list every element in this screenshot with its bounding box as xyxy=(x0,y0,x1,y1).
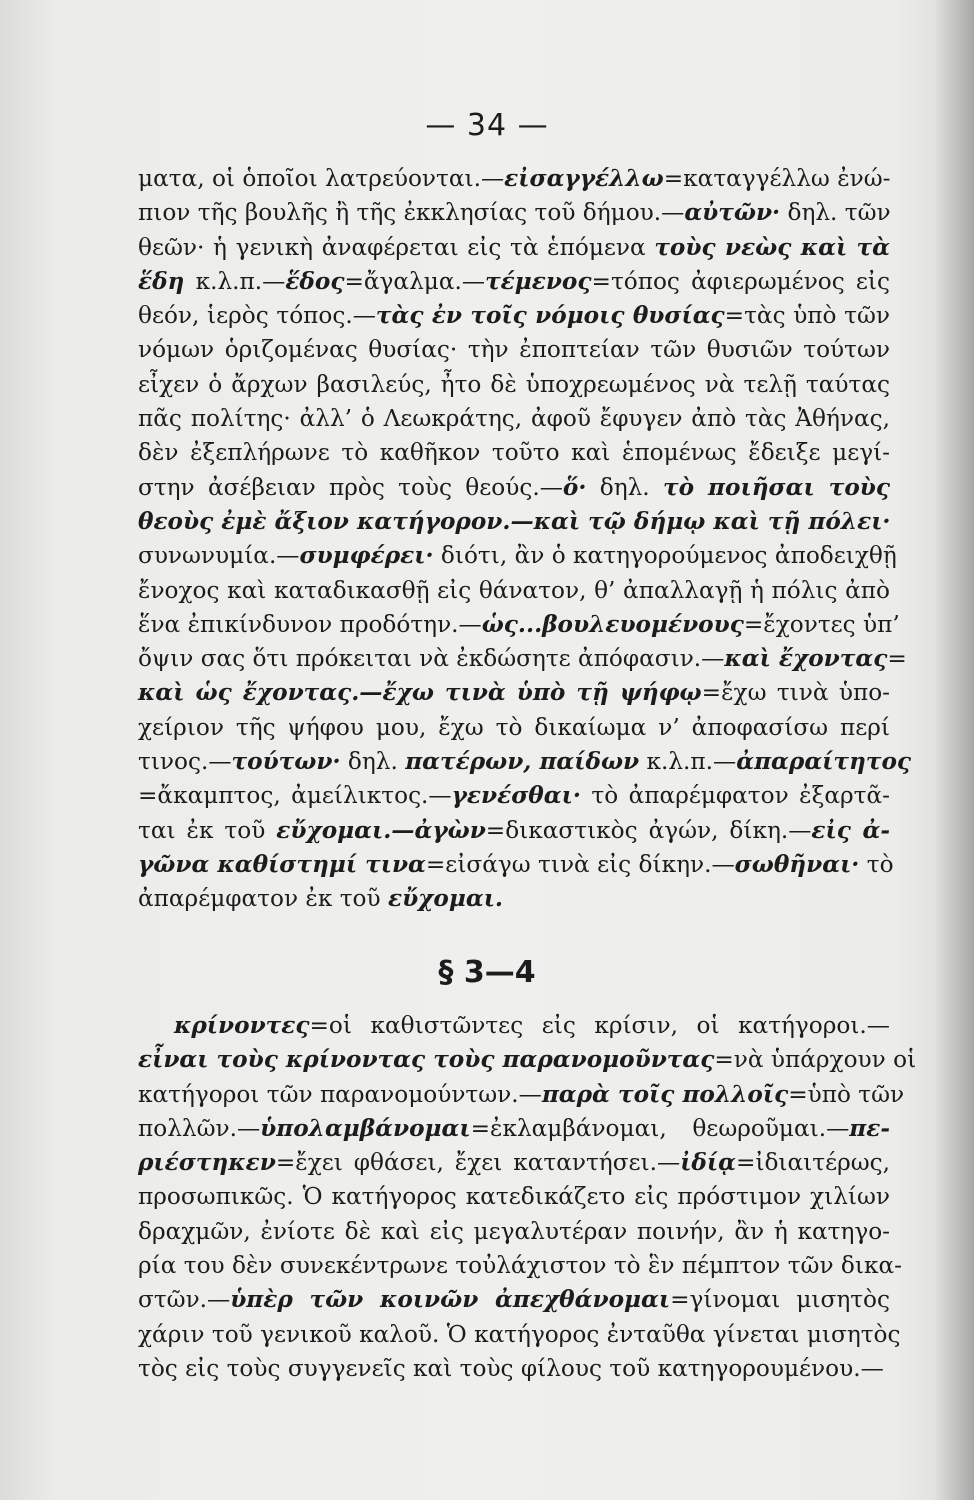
gloss-text: ὄψιν σας ὅτι πρόκειται νὰ ἐκδώσητε ἀπόφασιν.— xyxy=(138,645,725,673)
text-line xyxy=(138,608,900,642)
lemma-term: αὐτῶν· xyxy=(684,199,781,227)
text-line xyxy=(138,814,890,848)
lemma-term: πατέρων, παίδων xyxy=(405,748,640,776)
lemma-term: παρὰ τοῖς πολλοῖς xyxy=(541,1080,789,1108)
lemma-term: γῶνα καθίστημί τινα xyxy=(138,850,426,878)
text-line xyxy=(138,711,890,745)
text-line xyxy=(138,1146,890,1180)
gloss-text: =ἐκλαμβάνομαι, θεωροῦμαι.— xyxy=(470,1114,850,1142)
lemma-term: ἕδος xyxy=(285,267,345,295)
text-line xyxy=(138,1318,901,1352)
lemma-term: πε- xyxy=(849,1114,890,1142)
gloss-text: =τόπος ἀφιερωμένος εἰς xyxy=(591,267,890,295)
text-line xyxy=(138,196,890,230)
lemma-term: ὑπολαμβάνομαι xyxy=(260,1114,471,1142)
lemma-term: ἀπαραίτητος xyxy=(736,748,912,776)
gloss-text: =γίνομαι μισητὸς xyxy=(670,1286,890,1314)
text-line xyxy=(138,642,907,676)
gloss-text: =ἔχει φθάσει, ἔχει καταντήσει.— xyxy=(275,1149,681,1177)
gloss-text: τινος.— xyxy=(138,748,232,776)
gloss-text: πᾶς πολίτης· ἀλλ’ ὁ Λεωκράτης, ἀφοῦ ἔφυγεν ἀπὸ τὰς Ἀθήνας, xyxy=(138,405,890,433)
lemma-term: ὡς...βουλευομένους xyxy=(481,610,744,638)
lemma-term: καὶ ἔχοντας xyxy=(724,645,888,673)
gloss-text: ρία του δὲν συνεκέντρωνε τοὐλάχιστον τὸ ἓν πέμπτον τῶν δικα- xyxy=(138,1252,902,1280)
lemma-term: ὅ· xyxy=(562,473,587,501)
gloss-text: προσωπικῶς. Ὁ κατήγορος κατεδικάζετο εἰς πρόστιμον χιλίων xyxy=(138,1183,890,1211)
lemma-term: ἰδίᾳ xyxy=(680,1149,736,1177)
gloss-text: ἕνα ἐπικίνδυνον προδότην.— xyxy=(138,610,482,638)
gloss-text: κ.λ.π.— xyxy=(184,267,286,295)
gloss-text: τὸ ἀπαρέμφατον ἐξαρτᾶ- xyxy=(580,782,890,810)
gloss-text: χείριον τῆς ψήφου μου, ἔχω τὸ δικαίωμα ν’ ἀποφασίσω περί xyxy=(138,713,890,741)
lemma-term: σωθῆναι· xyxy=(734,850,860,878)
lemma-term: ἕδη xyxy=(138,267,185,295)
text-line xyxy=(138,1352,890,1386)
text-line xyxy=(138,1283,890,1317)
lemma-term: εἶναι τοὺς κρίνοντας τοὺς παρανομοῦντας xyxy=(138,1046,715,1074)
lemma-term: γενέσθαι· xyxy=(451,782,581,810)
text-line xyxy=(138,1180,890,1214)
page-edge-shadow xyxy=(934,0,974,1500)
text-line xyxy=(138,676,890,710)
section-heading: § 3—4 xyxy=(438,955,536,990)
gloss-text: =εἰσάγω τινὰ εἰς δίκην.— xyxy=(425,850,735,878)
commentary-block-1 xyxy=(138,162,912,917)
text-line xyxy=(138,471,890,505)
lemma-term: ριέστηκεν xyxy=(138,1149,276,1177)
lemma-term: εἰς ἀ- xyxy=(811,816,890,844)
gloss-text: τὸ xyxy=(859,850,894,878)
gloss-text: πολλῶν.— xyxy=(138,1114,261,1142)
text-line xyxy=(138,882,890,916)
gloss-text: συνωνυμία.— xyxy=(138,542,300,570)
text-line xyxy=(138,745,912,779)
gloss-text: =τὰς ὑπὸ τῶν xyxy=(724,302,890,330)
gloss-text: δηλ. xyxy=(586,473,663,501)
text-line xyxy=(138,299,890,333)
gloss-text: θεόν, ἱερὸς τόπος.— xyxy=(138,302,376,330)
gloss-text: ται ἐκ τοῦ xyxy=(138,816,277,844)
text-line xyxy=(138,1215,890,1249)
gloss-text: =νὰ ὑπάρχουν οἱ xyxy=(714,1046,917,1074)
gloss-text: θεῶν· ἡ γενικὴ ἀναφέρεται εἰς τὰ ἑπόμενα xyxy=(138,233,655,261)
gloss-text: ἔνοχος καὶ καταδικασθῇ εἰς θάνατον, θ’ ἀπαλλαγῇ ἡ πόλις ἀπὸ xyxy=(138,576,890,604)
commentary-block-2 xyxy=(138,1009,917,1386)
gloss-text: πιον τῆς βουλῆς ἢ τῆς ἐκκλησίας τοῦ δήμου.— xyxy=(138,199,685,227)
page-number: — 34 — xyxy=(425,108,549,143)
lemma-term: τὸ ποιῆσαι τοὺς xyxy=(662,473,890,501)
lemma-term: ὑπὲρ τῶν κοινῶν ἀπεχθάνομαι xyxy=(230,1286,671,1314)
gloss-text: =δικαστικὸς ἀγών, δίκη.— xyxy=(485,816,812,844)
lemma-term: τέμενος xyxy=(485,267,592,295)
gloss-text: διότι, ἂν ὁ κατηγορούμενος ἀποδειχθῇ xyxy=(433,542,897,570)
gloss-text: κατήγοροι τῶν παρανομούντων.— xyxy=(138,1080,542,1108)
gloss-text: =οἱ καθιστῶντες εἰς κρίσιν, οἱ κατήγοροι.— xyxy=(309,1012,890,1039)
text-line xyxy=(138,1249,902,1283)
gloss-text: = xyxy=(887,645,907,673)
gloss-text: χάριν τοῦ γενικοῦ καλοῦ. Ὁ κατήγορος ἐνταῦθα γίνεται μισητὸς xyxy=(138,1320,901,1348)
gloss-text: =καταγγέλλω ἐνώ- xyxy=(663,165,891,192)
gloss-text: ματα, οἱ ὁποῖοι λατρεύονται.— xyxy=(138,165,505,192)
lemma-term: εὔχομαι.—ἀγὼν xyxy=(276,816,486,844)
lemma-term: καὶ ὡς ἔχοντας.—ἔχω τινὰ ὑπὸ τῇ ψήφῳ xyxy=(138,679,702,707)
lemma-term: συμφέρει· xyxy=(299,542,434,570)
text-line xyxy=(138,539,897,573)
text-line xyxy=(138,1009,890,1043)
gloss-text: δηλ. τῶν xyxy=(780,199,891,227)
lemma-term: τούτων· xyxy=(231,748,341,776)
text-line xyxy=(138,231,890,265)
lemma-term: τοὺς νεὼς καὶ τὰ xyxy=(654,233,890,261)
gloss-text: νόμων ὁριζομένας θυσίας· τὴν ἐποπτείαν τῶν θυσιῶν τούτων xyxy=(138,336,890,364)
text-line xyxy=(138,1043,917,1077)
lemma-term: τὰς ἐν τοῖς νόμοις θυσίας xyxy=(375,302,725,330)
text-line xyxy=(138,162,890,196)
gloss-text: =ὑπὸ τῶν xyxy=(788,1080,905,1108)
gloss-text: εἶχεν ὁ ἄρχων βασιλεύς, ἦτο δὲ ὑποχρεωμένος νὰ τελῇ ταύτας xyxy=(138,370,890,398)
text-line xyxy=(138,368,890,402)
gloss-text: δὲν ἐξεπλήρωνε τὸ καθῆκον τοῦτο καὶ ἑπομένως ἔδειξε μεγί- xyxy=(138,439,890,467)
lemma-term: θεοὺς ἐμὲ ἄξιον κατήγορον.—καὶ τῷ δήμῳ καὶ τῇ πόλει· xyxy=(138,507,891,535)
gloss-text: κ.λ.π.— xyxy=(639,748,737,776)
gloss-text: στην ἀσέβειαν πρὸς τοὺς θεούς.— xyxy=(138,473,563,501)
gloss-text: στῶν.— xyxy=(138,1286,231,1314)
text-line xyxy=(138,1112,890,1146)
gloss-text: =ἔχοντες ὑπ’ xyxy=(743,610,900,638)
text-line xyxy=(138,779,890,813)
lemma-term: εὔχομαι. xyxy=(387,885,503,913)
lemma-term: κρίνοντες xyxy=(174,1012,310,1039)
text-line xyxy=(138,436,890,470)
gloss-text: ἀπαρέμφατον ἐκ τοῦ xyxy=(138,885,388,913)
text-line xyxy=(138,333,890,367)
text-line xyxy=(138,848,894,882)
gloss-text: =ἄκαμπτος, ἀμείλικτος.— xyxy=(138,782,452,810)
gloss-text: =ἰδιαιτέρως, xyxy=(735,1149,890,1177)
gloss-text: δραχμῶν, ἐνίοτε δὲ καὶ εἰς μεγαλυτέραν ποινήν, ἂν ἡ κατηγο- xyxy=(138,1217,890,1245)
lemma-term: εἰσαγγέλλω xyxy=(504,165,664,192)
gloss-text: =ἄγαλμα.— xyxy=(344,267,486,295)
text-line xyxy=(138,505,890,539)
text-line xyxy=(138,265,890,299)
text-line xyxy=(138,402,890,436)
gloss-text: τὸς εἰς τοὺς συγγενεῖς καὶ τοὺς φίλους τοῦ κατηγορουμένου.— xyxy=(138,1354,884,1382)
gloss-text: δηλ. xyxy=(340,748,406,776)
text-line xyxy=(138,574,890,608)
text-line xyxy=(138,1078,905,1112)
gloss-text: =ἔχω τινὰ ὑπο- xyxy=(701,679,890,707)
